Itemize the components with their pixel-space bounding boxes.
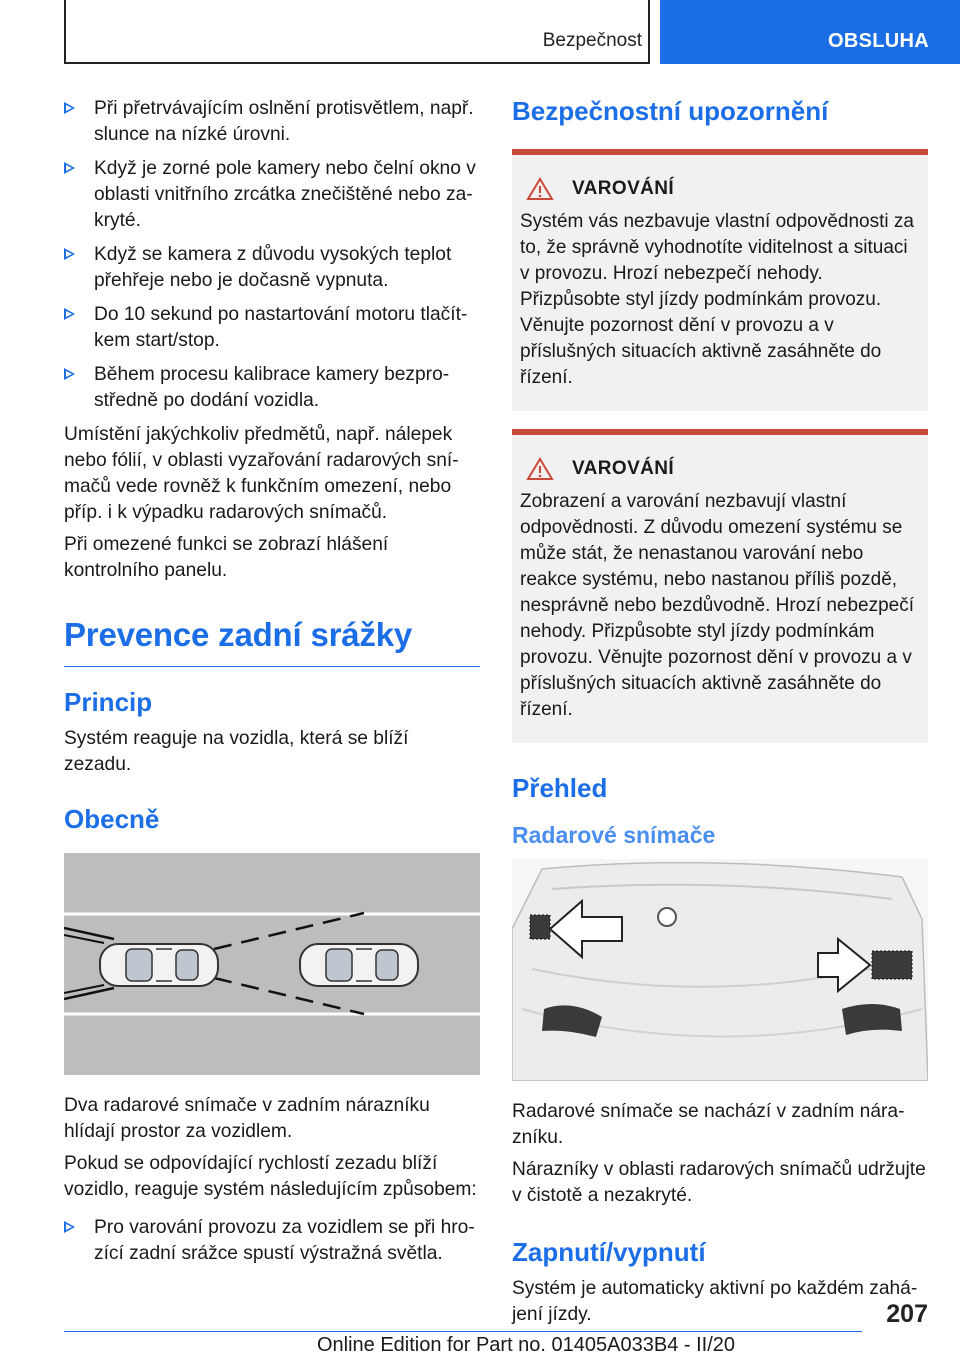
warning-text: Systém vás nezbavuje vlastní odpovědnosti za to, že správně vyhodnotíte viditelnost a situaci v provozu. Hrozí nebezpečí nehody. Přizpůsobte styl jízdy podmínkám provozu. Věnujte pozornost dění v provozu a v příslušných situacích aktivně zasáhněte do řízení. <box>520 211 914 388</box>
right-column <box>512 96 928 1334</box>
heading-safety-notices: Bezpečnostní upozornění <box>512 96 829 126</box>
limitations-list <box>64 96 480 414</box>
heading-on-off: Zapnutí/vypnutí <box>512 1237 706 1267</box>
list-item: Během procesu kalibrace kamery bezprostředně po dodání vozidla. <box>64 362 480 414</box>
triangle-bullet-icon <box>64 1221 75 1233</box>
heading-principle: Princip <box>64 687 153 717</box>
header-tab-obsluha[interactable]: OBSLUHA <box>660 0 960 64</box>
triangle-bullet-icon <box>64 248 75 260</box>
reaction-list <box>64 1215 480 1267</box>
paragraph-limited-function: Při omezené funkci se zobrazí hlášení kontrolního panelu. <box>64 534 389 581</box>
paragraph-objects: Umístění jakýchkoliv předmětů, např. nálepek nebo fólií, v oblasti vyzařování radarových snímačů vede rovněž k funkčním omezení, nebo příp. i k výpadku radarových snímačů. <box>64 424 459 523</box>
warning-title-row <box>520 177 922 201</box>
list-item: Při přetrvávajícím oslnění protisvětlem, např. slunce na nízké úrovni. <box>64 96 480 148</box>
warning-title: VAROVÁNÍ <box>572 178 675 199</box>
left-column <box>64 96 480 1275</box>
heading-general: Obecně <box>64 804 160 834</box>
rear-bumper-image <box>512 859 928 1081</box>
list-item: Pro varování provozu za vozidlem se při hrozící zadní srážce spustí výstražná světla. <box>64 1215 480 1267</box>
footer-divider <box>64 1331 862 1332</box>
warning-triangle-icon <box>526 177 554 201</box>
radar-location-text: Radarové snímače se nachází v zadním nárazníku. <box>512 1101 905 1148</box>
car-rear-bumper-illustration <box>512 859 928 1081</box>
car-front-icon <box>300 944 418 986</box>
triangle-bullet-icon <box>64 308 75 320</box>
principle-text: Systém reaguje na vozidla, která se blíží zezadu. <box>64 728 409 775</box>
list-item: Do 10 sekund po nastartování motoru tlačítkem start/stop. <box>64 302 480 354</box>
page-number: 207 <box>886 1300 928 1328</box>
on-off-text: Systém je automaticky aktivní po každém zahájení jízdy. <box>512 1278 918 1325</box>
road-diagram-illustration <box>64 853 480 1075</box>
heading-overview: Přehled <box>512 773 608 803</box>
car-rear-icon <box>100 944 218 986</box>
warning-box-2 <box>512 429 928 743</box>
warning-box-1 <box>512 149 928 411</box>
warning-triangle-icon <box>526 457 554 481</box>
warning-title-row <box>520 457 922 481</box>
triangle-bullet-icon <box>64 162 75 174</box>
warning-title: VAROVÁNÍ <box>572 458 675 479</box>
radar-sensor-left <box>530 915 550 939</box>
general-text-sensors: Dva radarové snímače v zadním nárazníku hlídají prostor za vozidlem. <box>64 1095 430 1142</box>
radar-coverage-diagram <box>64 853 480 1075</box>
radar-sensor-right <box>872 951 912 979</box>
heading-radar-sensors: Radarové snímače <box>512 822 716 848</box>
warning-text: Zobrazení a varování nezbavují vlastní odpovědnosti. Z důvodu omezení systému se může stát, že nenastanou varování nebo reakce systému, nebo nastanou příliš pozdě, nesprávně nebo bezdůvodně. Hrozí nebezpečí nehody. Přizpůsobte styl jízdy podmínkám provozu. Věnujte pozornost dění v provozu a v příslušných situacích aktivně zasáhněte do řízení. <box>520 491 914 720</box>
triangle-bullet-icon <box>64 102 75 114</box>
triangle-bullet-icon <box>64 368 75 380</box>
list-item: Když je zorné pole kamery nebo čelní okno v oblasti vnitřního zrcátka znečištěné nebo zakryté. <box>64 156 480 234</box>
list-item: Když se kamera z důvodu vysokých teplot přehřeje nebo je dočasně vypnuta. <box>64 242 480 294</box>
radar-clean-text: Nárazníky v oblasti radarových snímačů udržujte v čistotě a nezakryté. <box>512 1159 926 1206</box>
header-section-title: Bezpečnost <box>542 30 642 51</box>
general-text-approach: Pokud se odpovídající rychlostí zezadu blíží vozidlo, reaguje systém následujícím způsobem: <box>64 1153 477 1200</box>
footer-edition-text: Online Edition for Part no. 01405A033B4 - II/20 <box>316 1334 736 1356</box>
heading-rear-collision-prevention: Prevence zadní srážky <box>64 616 480 667</box>
